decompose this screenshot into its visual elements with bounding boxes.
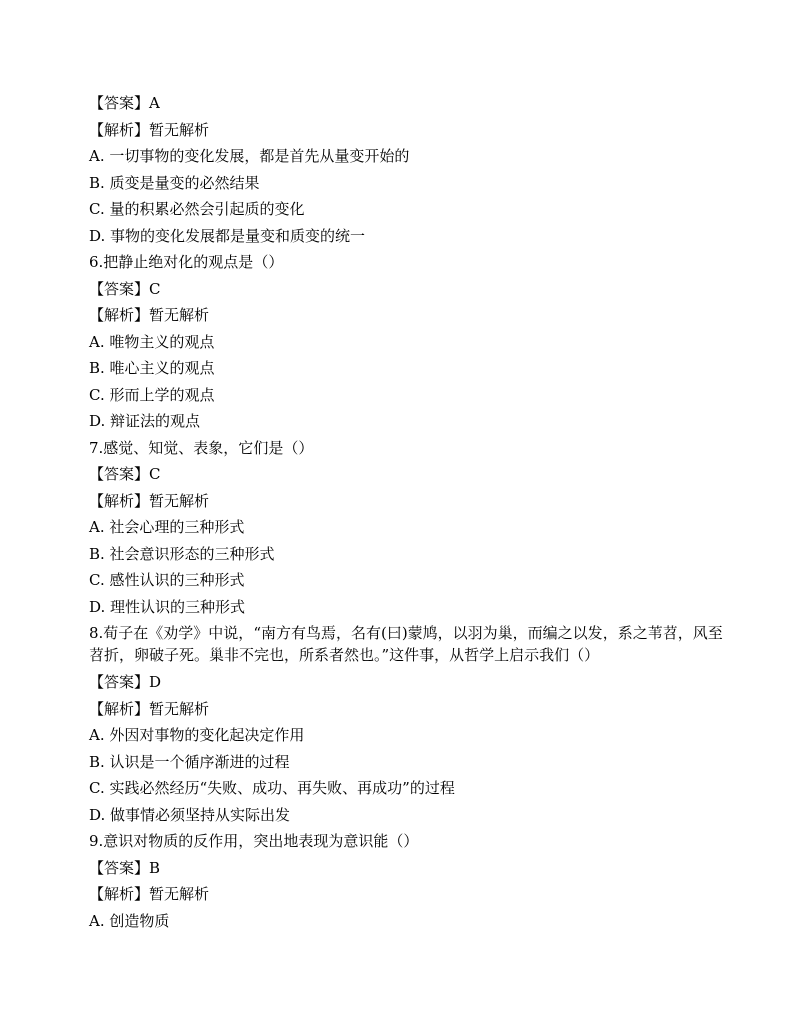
option-line: A. 外因对事物的变化起决定作用 <box>89 726 305 744</box>
analysis-line: 【解析】暂无解析 <box>89 120 210 139</box>
option-line: D. 事物的变化发展都是量变和质变的统一 <box>89 226 366 245</box>
option-line: D. 辩证法的观点 <box>89 412 201 430</box>
option-line: C. 量的积累必然会引起质的变化 <box>89 200 305 218</box>
option-line: A. 社会心理的三种形式 <box>89 518 245 536</box>
option-line: D. 做事情必须坚持从实际出发 <box>89 805 291 824</box>
option-line: A. 一切事物的变化发展，都是首先从量变开始的 <box>89 147 410 165</box>
option-line: B. 社会意识形态的三种形式 <box>89 544 275 563</box>
answer-line: 【答案】C <box>89 465 161 483</box>
document-page <box>89 90 729 934</box>
option-line: D. 理性认识的三种形式 <box>89 597 246 616</box>
analysis-line: 【解析】暂无解析 <box>89 306 210 324</box>
answer-line: 【答案】D <box>89 673 162 691</box>
answer-line: 【答案】C <box>89 279 161 298</box>
answer-line: 【答案】B <box>89 858 161 877</box>
option-line: C. 实践必然经历“失败、成功、再失败、再成功”的过程 <box>89 779 455 797</box>
question-line: 6.把静止绝对化的观点是（） <box>89 253 284 271</box>
option-line: B. 唯心主义的观点 <box>89 359 215 377</box>
analysis-line: 【解析】暂无解析 <box>89 699 210 718</box>
option-line: B. 认识是一个循序渐进的过程 <box>89 752 290 771</box>
analysis-line: 【解析】暂无解析 <box>89 885 210 903</box>
option-line: C. 形而上学的观点 <box>89 385 215 404</box>
question-line: 7.感觉、知觉、表象，它们是（） <box>89 438 314 457</box>
option-line: A. 唯物主义的观点 <box>89 332 215 351</box>
option-line: A. 创造物质 <box>89 911 170 930</box>
analysis-line: 【解析】暂无解析 <box>89 491 210 510</box>
option-line: C. 感性认识的三种形式 <box>89 571 245 589</box>
option-line: B. 质变是量变的必然结果 <box>89 173 260 192</box>
answer-line: 【答案】A <box>89 94 160 112</box>
question-line: 9.意识对物质的反作用，突出地表现为意识能（） <box>89 832 419 850</box>
question-line: 8.荀子在《劝学》中说，“南方有鸟焉，名有(曰)蒙鸠，以羽为巢，而编之以发，系之苇苕，风至苕折，卵破子死。巢非不完也，所系者然也。”这件事，从哲学上启示我们（） <box>89 624 723 664</box>
